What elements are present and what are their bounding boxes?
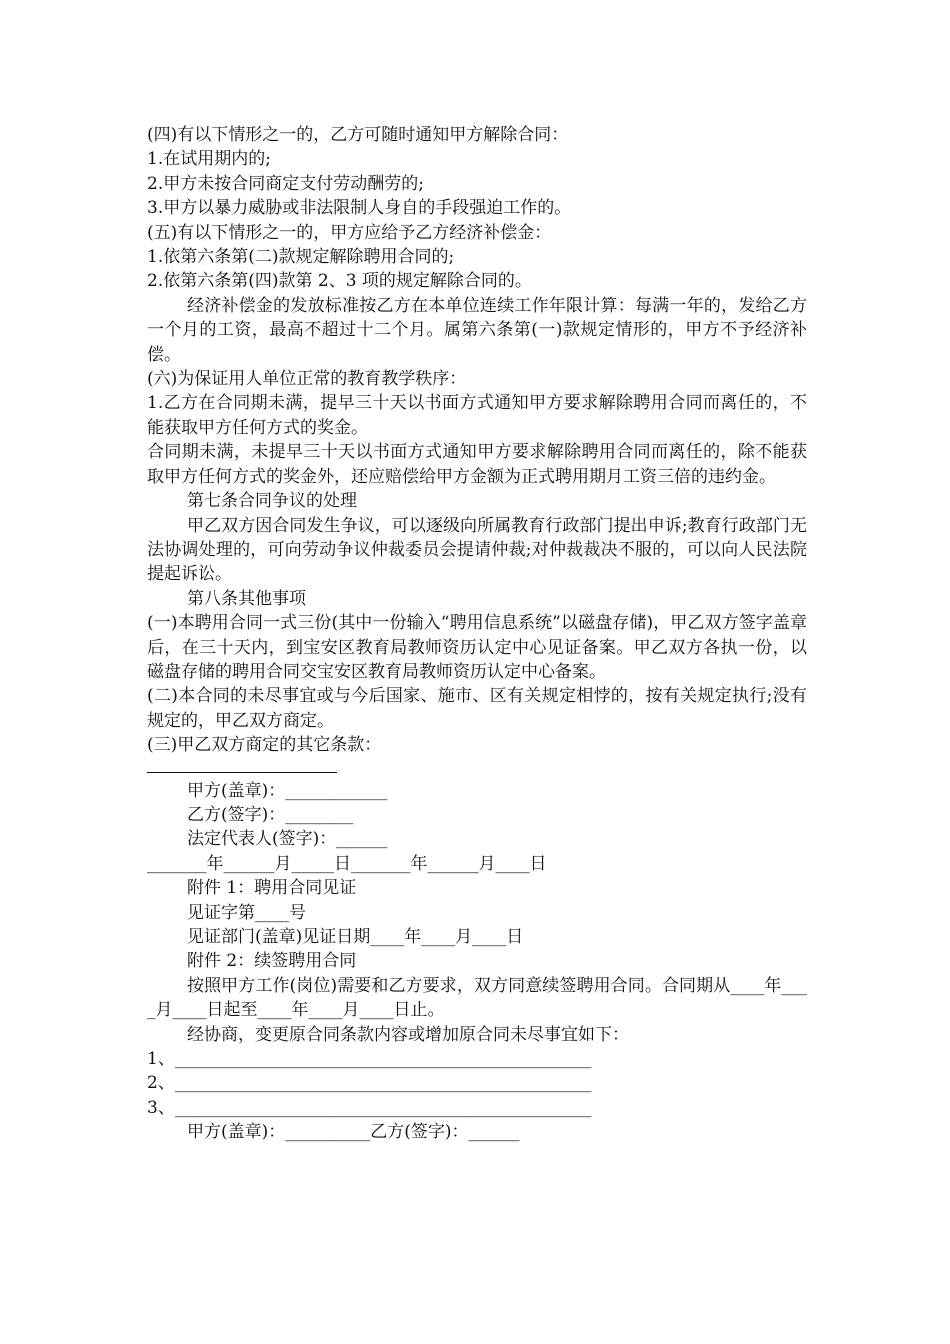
renewal-paragraph: 按照甲方工作(岗位)需要和乙方要求，双方同意续签聘用合同。合同期从____年____月____日起至____年____月____日止。 xyxy=(147,975,807,1021)
clause-6-item-1: 1.乙方在合同期未满，提早三十天以书面方式通知甲方要求解除聘用合同而离任的，不能获取甲方任何方式的奖金。 xyxy=(147,393,807,438)
party-b-sign-line: 乙方(签字)：________ xyxy=(187,804,354,825)
clause-4-item-3: 3.甲方以暴力威胁或非法限制人身自的手段强迫工作的。 xyxy=(147,198,572,219)
compensation-paragraph: 经济补偿金的发放标准按乙方在本单位连续工作年限计算：每满一年的，发给乙方一个月的工资，最高不超过十二个月。属第六条第(一)款规定情形的，甲方不予经济补偿。 xyxy=(147,295,807,365)
article-7-heading: 第七条合同争议的处理 xyxy=(187,491,357,512)
clause-6-heading: (六)为保证用人单位正常的教育教学秩序： xyxy=(147,369,467,390)
amendment-line-2: 2、_________________________________________________ xyxy=(147,1073,592,1094)
document-page xyxy=(147,123,807,1145)
attachment-1-title: 附件 1：聘用合同见证 xyxy=(187,878,357,899)
amendment-line-3: 3、_________________________________________________ xyxy=(147,1097,592,1118)
article-8-heading: 第八条其他事项 xyxy=(187,588,306,609)
clause-6-item-2: 合同期未满，未提早三十天以书面方式通知甲方要求解除聘用合同而离任的，除不能获取甲方任何方式的奖金外，还应赔偿给甲方金额为正式聘用期月工资三倍的违约金。 xyxy=(147,442,807,487)
article-8-item-3: (三)甲乙双方商定的其它条款： xyxy=(147,735,382,756)
clause-4-heading: (四)有以下情形之一的，乙方可随时通知甲方解除合同： xyxy=(147,125,569,145)
party-a-seal-line: 甲方(盖章)：____________ xyxy=(187,780,388,801)
witness-dept-date-line: 见证部门(盖章)见证日期____年____月____日 xyxy=(187,927,524,947)
witness-number-line: 见证字第____号 xyxy=(187,902,306,923)
final-signature-line: 甲方(盖章)：__________乙方(签字)：______ xyxy=(187,1122,520,1143)
article-7-paragraph: 甲乙双方因合同发生争议，可以逐级向所属教育行政部门提出申诉;教育行政部门无法协调处理的，可向劳动争议仲裁委员会提请仲裁;对仲裁裁决不服的，可以向人民法院提起诉讼。 xyxy=(147,515,807,585)
attachment-2-title: 附件 2：续签聘用合同 xyxy=(187,951,357,972)
amendment-intro: 经协商，变更原合同条款内容或增加原合同未尽事宜如下： xyxy=(187,1024,629,1045)
clause-5-heading: (五)有以下情形之一的，甲方应给予乙方经济补偿金： xyxy=(147,222,552,243)
clause-5-item-1: 1.依第六条第(二)款规定解除聘用合同的; xyxy=(147,247,455,268)
clause-4-item-1: 1.在试用期内的; xyxy=(147,149,271,170)
amendment-line-1: 1、_________________________________________________ xyxy=(147,1049,592,1070)
clause-5-item-2: 2.依第六条第(四)款第 2、3 项的规定解除合同的。 xyxy=(147,271,532,292)
date-line: _______年______月_____日_______年______月____日 xyxy=(147,853,547,874)
blank-rule xyxy=(147,772,337,773)
clause-4-item-2: 2.甲方未按合同商定支付劳动酬劳的; xyxy=(147,173,424,194)
article-8-item-1: (一)本聘用合同一式三份(其中一份输入“聘用信息系统”以磁盘存储)，甲乙双方签字盖章后，在三十天内，到宝安区教育局教师资历认定中心见证备案。甲乙双方各执一份，以磁盘存储的聘用合同交宝安区教育局教师资历认定中心备案。 xyxy=(147,613,807,682)
article-8-item-2: (二)本合同的未尽事宜或与今后国家、施市、区有关规定相悖的，按有关规定执行;没有规定的，甲乙双方商定。 xyxy=(147,686,807,731)
legal-rep-sign-line: 法定代表人(签字)：______ xyxy=(187,829,388,850)
